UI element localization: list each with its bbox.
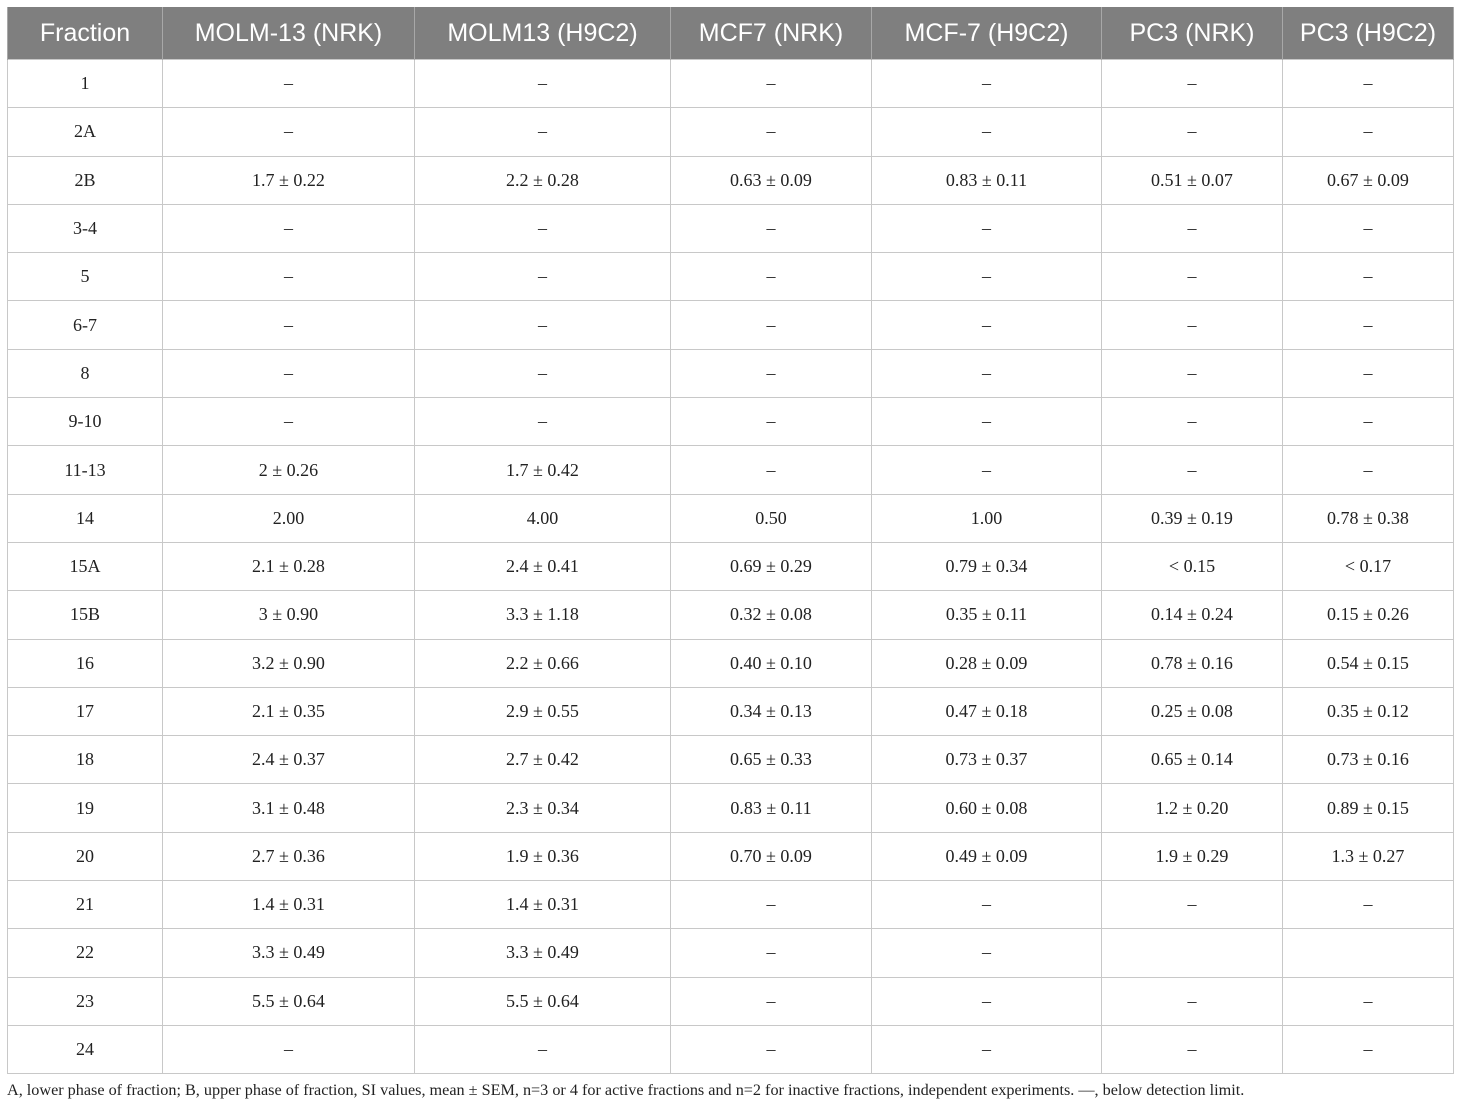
value-cell: 1.00	[872, 494, 1102, 542]
value-cell: –	[1102, 349, 1283, 397]
fraction-cell: 2A	[8, 108, 163, 156]
value-cell: –	[671, 108, 872, 156]
value-cell: 2.3 ± 0.34	[415, 784, 671, 832]
value-cell: 0.47 ± 0.18	[872, 687, 1102, 735]
column-header-col-1: MOLM-13 (NRK)	[163, 7, 415, 60]
table-row	[8, 542, 1454, 590]
fraction-cell: 2B	[8, 156, 163, 204]
value-cell: 1.3 ± 0.27	[1283, 832, 1454, 880]
value-cell: –	[872, 349, 1102, 397]
value-cell: –	[415, 204, 671, 252]
value-cell: 2.7 ± 0.42	[415, 736, 671, 784]
value-cell: –	[415, 108, 671, 156]
value-cell: –	[1102, 301, 1283, 349]
value-cell: –	[163, 349, 415, 397]
value-cell: –	[1102, 446, 1283, 494]
value-cell: –	[415, 253, 671, 301]
value-cell: –	[163, 60, 415, 108]
value-cell: –	[415, 349, 671, 397]
value-cell: 0.35 ± 0.11	[872, 591, 1102, 639]
fraction-cell: 24	[8, 1025, 163, 1073]
value-cell: 1.2 ± 0.20	[1102, 784, 1283, 832]
column-header-fraction: Fraction	[8, 7, 163, 60]
value-cell: –	[671, 253, 872, 301]
value-cell: 0.15 ± 0.26	[1283, 591, 1454, 639]
value-cell: 2.1 ± 0.35	[163, 687, 415, 735]
value-cell: –	[671, 1025, 872, 1073]
value-cell: 0.65 ± 0.14	[1102, 736, 1283, 784]
value-cell: 1.4 ± 0.31	[163, 881, 415, 929]
value-cell: –	[1283, 108, 1454, 156]
fraction-cell: 11-13	[8, 446, 163, 494]
value-cell: –	[1283, 301, 1454, 349]
fraction-cell: 19	[8, 784, 163, 832]
table-row	[8, 736, 1454, 784]
column-header-col-6: PC3 (H9C2)	[1283, 7, 1454, 60]
value-cell: 0.78 ± 0.38	[1283, 494, 1454, 542]
value-cell: 4.00	[415, 494, 671, 542]
value-cell: < 0.15	[1102, 542, 1283, 590]
table-header-row	[8, 7, 1454, 60]
value-cell: 2.1 ± 0.28	[163, 542, 415, 590]
fraction-cell: 6-7	[8, 301, 163, 349]
value-cell: –	[1102, 204, 1283, 252]
value-cell: 2 ± 0.26	[163, 446, 415, 494]
value-cell: –	[872, 253, 1102, 301]
table-row	[8, 253, 1454, 301]
value-cell: 0.14 ± 0.24	[1102, 591, 1283, 639]
column-header-col-5: PC3 (NRK)	[1102, 7, 1283, 60]
value-cell: 0.60 ± 0.08	[872, 784, 1102, 832]
value-cell: –	[1102, 977, 1283, 1025]
table-row	[8, 1025, 1454, 1073]
table-row	[8, 349, 1454, 397]
value-cell: 0.69 ± 0.29	[671, 542, 872, 590]
column-header-col-4: MCF-7 (H9C2)	[872, 7, 1102, 60]
value-cell: –	[163, 204, 415, 252]
fraction-cell: 8	[8, 349, 163, 397]
value-cell: 2.2 ± 0.28	[415, 156, 671, 204]
value-cell: –	[872, 1025, 1102, 1073]
value-cell: 0.73 ± 0.16	[1283, 736, 1454, 784]
value-cell: –	[1283, 1025, 1454, 1073]
value-cell: 5.5 ± 0.64	[415, 977, 671, 1025]
value-cell: 2.9 ± 0.55	[415, 687, 671, 735]
value-cell: –	[1283, 398, 1454, 446]
fraction-cell: 17	[8, 687, 163, 735]
value-cell: 0.39 ± 0.19	[1102, 494, 1283, 542]
value-cell: 0.63 ± 0.09	[671, 156, 872, 204]
value-cell: 0.54 ± 0.15	[1283, 639, 1454, 687]
value-cell: 2.2 ± 0.66	[415, 639, 671, 687]
value-cell: –	[1283, 204, 1454, 252]
value-cell: –	[872, 398, 1102, 446]
value-cell: 5.5 ± 0.64	[163, 977, 415, 1025]
data-table-container	[7, 7, 1453, 1074]
si-values-table	[7, 7, 1454, 1074]
value-cell: 0.73 ± 0.37	[872, 736, 1102, 784]
value-cell: –	[671, 977, 872, 1025]
fraction-cell: 14	[8, 494, 163, 542]
value-cell: 0.83 ± 0.11	[872, 156, 1102, 204]
value-cell: –	[1283, 881, 1454, 929]
value-cell: –	[163, 301, 415, 349]
value-cell: 0.78 ± 0.16	[1102, 639, 1283, 687]
value-cell: 0.35 ± 0.12	[1283, 687, 1454, 735]
value-cell: 0.49 ± 0.09	[872, 832, 1102, 880]
value-cell: –	[872, 881, 1102, 929]
value-cell: –	[872, 60, 1102, 108]
value-cell: 0.34 ± 0.13	[671, 687, 872, 735]
value-cell: –	[671, 301, 872, 349]
value-cell: –	[872, 977, 1102, 1025]
table-row	[8, 881, 1454, 929]
value-cell: 3.2 ± 0.90	[163, 639, 415, 687]
table-row	[8, 687, 1454, 735]
value-cell: –	[1283, 349, 1454, 397]
value-cell: –	[415, 60, 671, 108]
fraction-cell: 16	[8, 639, 163, 687]
table-row	[8, 108, 1454, 156]
value-cell: 1.7 ± 0.42	[415, 446, 671, 494]
value-cell: 3 ± 0.90	[163, 591, 415, 639]
value-cell: –	[415, 1025, 671, 1073]
value-cell: –	[1283, 977, 1454, 1025]
table-row	[8, 494, 1454, 542]
table-row	[8, 639, 1454, 687]
table-row	[8, 398, 1454, 446]
fraction-cell: 18	[8, 736, 163, 784]
value-cell: –	[1102, 881, 1283, 929]
value-cell	[1283, 929, 1454, 977]
fraction-cell: 9-10	[8, 398, 163, 446]
value-cell: 0.65 ± 0.33	[671, 736, 872, 784]
value-cell: 0.67 ± 0.09	[1283, 156, 1454, 204]
value-cell: 1.9 ± 0.36	[415, 832, 671, 880]
value-cell: 3.3 ± 0.49	[415, 929, 671, 977]
table-row	[8, 60, 1454, 108]
value-cell: –	[872, 301, 1102, 349]
table-row	[8, 204, 1454, 252]
value-cell: 0.83 ± 0.11	[671, 784, 872, 832]
value-cell: –	[1102, 60, 1283, 108]
value-cell: –	[415, 398, 671, 446]
value-cell: –	[1283, 446, 1454, 494]
value-cell: 2.00	[163, 494, 415, 542]
value-cell: 3.3 ± 0.49	[163, 929, 415, 977]
value-cell: –	[1283, 253, 1454, 301]
value-cell: –	[671, 60, 872, 108]
value-cell: –	[671, 398, 872, 446]
table-row	[8, 591, 1454, 639]
value-cell: –	[872, 204, 1102, 252]
value-cell: 1.4 ± 0.31	[415, 881, 671, 929]
value-cell: –	[872, 446, 1102, 494]
value-cell: –	[1102, 253, 1283, 301]
value-cell: –	[1102, 398, 1283, 446]
value-cell: 0.25 ± 0.08	[1102, 687, 1283, 735]
table-row	[8, 832, 1454, 880]
value-cell: –	[1283, 60, 1454, 108]
fraction-cell: 15B	[8, 591, 163, 639]
value-cell: 3.1 ± 0.48	[163, 784, 415, 832]
value-cell: 1.9 ± 0.29	[1102, 832, 1283, 880]
value-cell: –	[671, 881, 872, 929]
table-row	[8, 446, 1454, 494]
value-cell: < 0.17	[1283, 542, 1454, 590]
fraction-cell: 3-4	[8, 204, 163, 252]
value-cell: 0.50	[671, 494, 872, 542]
column-header-col-3: MCF7 (NRK)	[671, 7, 872, 60]
value-cell: 0.70 ± 0.09	[671, 832, 872, 880]
value-cell: 2.4 ± 0.37	[163, 736, 415, 784]
value-cell: 0.79 ± 0.34	[872, 542, 1102, 590]
table-body	[8, 60, 1454, 1074]
fraction-cell: 23	[8, 977, 163, 1025]
table-row	[8, 301, 1454, 349]
value-cell: –	[163, 398, 415, 446]
fraction-cell: 20	[8, 832, 163, 880]
value-cell: –	[163, 108, 415, 156]
table-row	[8, 156, 1454, 204]
value-cell: –	[671, 204, 872, 252]
value-cell: –	[163, 1025, 415, 1073]
fraction-cell: 5	[8, 253, 163, 301]
value-cell: –	[671, 446, 872, 494]
fraction-cell: 21	[8, 881, 163, 929]
value-cell: –	[872, 108, 1102, 156]
value-cell: –	[671, 929, 872, 977]
fraction-cell: 15A	[8, 542, 163, 590]
value-cell: –	[163, 253, 415, 301]
value-cell	[1102, 929, 1283, 977]
value-cell: 0.51 ± 0.07	[1102, 156, 1283, 204]
value-cell: –	[1102, 108, 1283, 156]
value-cell: 0.89 ± 0.15	[1283, 784, 1454, 832]
value-cell: 2.7 ± 0.36	[163, 832, 415, 880]
value-cell: 0.40 ± 0.10	[671, 639, 872, 687]
value-cell: 1.7 ± 0.22	[163, 156, 415, 204]
table-row	[8, 977, 1454, 1025]
value-cell: 0.32 ± 0.08	[671, 591, 872, 639]
table-row	[8, 929, 1454, 977]
value-cell: 2.4 ± 0.41	[415, 542, 671, 590]
value-cell: 3.3 ± 1.18	[415, 591, 671, 639]
value-cell: –	[671, 349, 872, 397]
fraction-cell: 1	[8, 60, 163, 108]
column-header-col-2: MOLM13 (H9C2)	[415, 7, 671, 60]
value-cell: –	[415, 301, 671, 349]
value-cell: –	[1102, 1025, 1283, 1073]
table-row	[8, 784, 1454, 832]
value-cell: 0.28 ± 0.09	[872, 639, 1102, 687]
fraction-cell: 22	[8, 929, 163, 977]
table-footnote: A, lower phase of fraction; B, upper phase of fraction, SI values, mean ± SEM, n=3 or 4 for active fractions and n=2 for inactive fractions, independent experiments. —, below detection limit.	[7, 1081, 1245, 1099]
value-cell: –	[872, 929, 1102, 977]
